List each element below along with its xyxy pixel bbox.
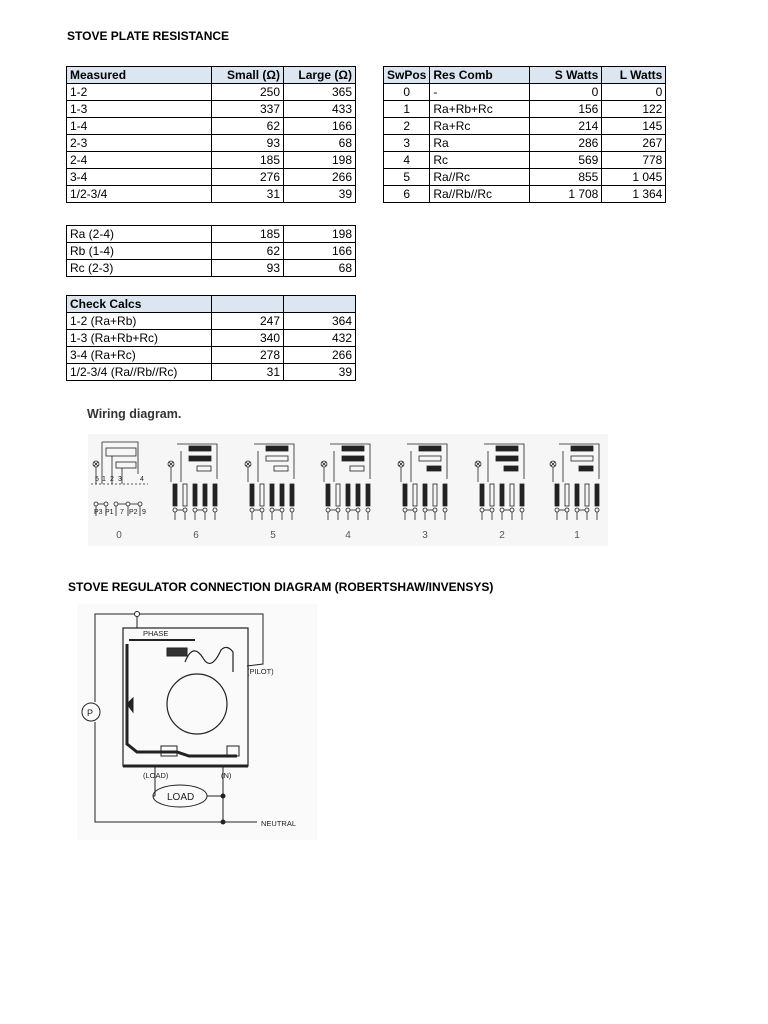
measured-label: 2-3	[67, 135, 212, 152]
large-value: 432	[284, 330, 356, 347]
res-comb-value: Ra	[430, 135, 530, 152]
switch-position-schematic	[475, 444, 524, 520]
switch-position-label: 0	[116, 530, 122, 541]
regulator-diagram-title: STOVE REGULATOR CONNECTION DIAGRAM (ROBERTSHAW/INVENSYS)	[68, 580, 494, 594]
l-watts-value: 122	[602, 101, 666, 118]
swpos-value: 0	[384, 84, 430, 101]
pilot-label: (PILOT)	[247, 667, 274, 676]
regulator-diagram-graphic	[77, 604, 317, 840]
large-value: 166	[284, 118, 356, 135]
small-value: 93	[212, 260, 284, 277]
table-row	[67, 330, 356, 347]
swpos-value: 1	[384, 101, 430, 118]
l-watts-value: 145	[602, 118, 666, 135]
large-value: 39	[284, 186, 356, 203]
large-value: 266	[284, 347, 356, 364]
check-label: 1-2 (Ra+Rb)	[67, 313, 212, 330]
small-value: 278	[212, 347, 284, 364]
small-value: 340	[212, 330, 284, 347]
s-watts-value: 855	[530, 169, 602, 186]
table-row	[67, 347, 356, 364]
terminal-top-label: 5	[95, 476, 99, 483]
large-value: 266	[284, 169, 356, 186]
switch-position-label: 4	[345, 530, 351, 541]
swpos-value: 6	[384, 186, 430, 203]
wiring-diagram-label: Wiring diagram.	[87, 407, 182, 421]
table-row	[384, 135, 666, 152]
table-row	[384, 169, 666, 186]
switch-position-schematic	[321, 444, 370, 520]
header-small: Small (Ω)	[212, 67, 284, 84]
table-row	[384, 186, 666, 203]
switch-position-label: 2	[499, 530, 505, 541]
table-row	[67, 260, 356, 277]
wiring-diagram-graphic	[88, 434, 608, 546]
table-row	[67, 84, 356, 101]
small-value: 185	[212, 152, 284, 169]
table-header-row	[67, 67, 356, 84]
switch-position-label: 5	[270, 530, 276, 541]
s-watts-value: 286	[530, 135, 602, 152]
res-comb-value: Rc	[430, 152, 530, 169]
measured-table	[66, 66, 356, 203]
resistor-table	[66, 225, 356, 277]
pilot-lamp-label: P	[87, 708, 94, 718]
measured-label: 3-4	[67, 169, 212, 186]
terminal-top-label: 2	[110, 476, 114, 483]
wiring-diagram	[88, 434, 608, 546]
header-s-watts: S Watts	[530, 67, 602, 84]
s-watts-value: 569	[530, 152, 602, 169]
switch-table	[383, 66, 666, 203]
small-value: 31	[212, 186, 284, 203]
terminal-bottom-label: 9	[142, 509, 146, 516]
resistor-label: Rc (2-3)	[67, 260, 212, 277]
small-value: 185	[212, 226, 284, 243]
switch-position-label: 6	[193, 530, 199, 541]
l-watts-value: 1 045	[602, 169, 666, 186]
table-row	[67, 364, 356, 381]
check-label: 1-3 (Ra+Rb+Rc)	[67, 330, 212, 347]
table-row	[67, 243, 356, 260]
table-row	[67, 101, 356, 118]
n-terminal-label: (N)	[221, 771, 232, 780]
switch-position-schematic	[168, 444, 217, 520]
terminal-bottom-label: P3	[94, 509, 103, 516]
small-value: 31	[212, 364, 284, 381]
check-label: 3-4 (Ra+Rc)	[67, 347, 212, 364]
large-value: 166	[284, 243, 356, 260]
switch-position-schematic	[550, 444, 599, 520]
swpos-value: 5	[384, 169, 430, 186]
s-watts-value: 0	[530, 84, 602, 101]
large-value: 39	[284, 364, 356, 381]
header-swpos: SwPos	[384, 67, 430, 84]
resistor-label: Ra (2-4)	[67, 226, 212, 243]
neutral-label: NEUTRAL	[261, 819, 297, 828]
l-watts-value: 0	[602, 84, 666, 101]
switch-position-label: 1	[574, 530, 580, 541]
switch-position-schematic	[398, 444, 447, 520]
load-terminal-label: (LOAD)	[143, 771, 169, 780]
measured-label: 1-2	[67, 84, 212, 101]
page-title: STOVE PLATE RESISTANCE	[67, 29, 230, 43]
small-value: 93	[212, 135, 284, 152]
res-comb-value: -	[430, 84, 530, 101]
measured-label: 1-4	[67, 118, 212, 135]
table-row	[67, 135, 356, 152]
check-label: 1/2-3/4 (Ra//Rb//Rc)	[67, 364, 212, 381]
header-measured: Measured	[67, 67, 212, 84]
l-watts-value: 1 364	[602, 186, 666, 203]
terminal-top-label: 3	[118, 476, 122, 483]
large-value: 68	[284, 135, 356, 152]
table-header-row	[384, 67, 666, 84]
res-comb-value: Ra//Rc	[430, 169, 530, 186]
resistor-label: Rb (1-4)	[67, 243, 212, 260]
large-value: 433	[284, 101, 356, 118]
table-row	[384, 118, 666, 135]
table-row	[67, 152, 356, 169]
regulator-dial	[167, 674, 227, 734]
s-watts-value: 1 708	[530, 186, 602, 203]
check-calcs-table	[66, 295, 356, 381]
header-check-calcs: Check Calcs	[67, 296, 212, 313]
large-value: 364	[284, 313, 356, 330]
table-row	[384, 84, 666, 101]
table-row	[67, 186, 356, 203]
s-watts-value: 156	[530, 101, 602, 118]
phase-label: PHASE	[143, 629, 169, 638]
header-empty	[284, 296, 356, 313]
measured-label: 1/2-3/4	[67, 186, 212, 203]
table-header-row	[67, 296, 356, 313]
switch-position-schematic	[245, 444, 294, 520]
terminal-top-label: 1	[102, 476, 106, 483]
table-row	[67, 118, 356, 135]
large-value: 68	[284, 260, 356, 277]
table-row	[384, 152, 666, 169]
small-value: 337	[212, 101, 284, 118]
swpos-value: 2	[384, 118, 430, 135]
small-value: 250	[212, 84, 284, 101]
res-comb-value: Ra+Rb+Rc	[430, 101, 530, 118]
regulator-diagram	[77, 604, 317, 840]
l-watts-value: 778	[602, 152, 666, 169]
header-large: Large (Ω)	[284, 67, 356, 84]
l-watts-value: 267	[602, 135, 666, 152]
table-row	[384, 101, 666, 118]
header-l-watts: L Watts	[602, 67, 666, 84]
small-value: 276	[212, 169, 284, 186]
small-value: 62	[212, 243, 284, 260]
terminal-bottom-label: 7	[120, 509, 124, 516]
terminal-bottom-label: P1	[105, 509, 114, 516]
small-value: 247	[212, 313, 284, 330]
res-comb-value: Ra+Rc	[430, 118, 530, 135]
small-value: 62	[212, 118, 284, 135]
large-value: 198	[284, 152, 356, 169]
large-value: 198	[284, 226, 356, 243]
pilot-wire	[95, 614, 263, 702]
large-value: 365	[284, 84, 356, 101]
table-row	[67, 226, 356, 243]
table-row	[67, 313, 356, 330]
measured-label: 2-4	[67, 152, 212, 169]
switch-position-label: 3	[422, 530, 428, 541]
load-label: LOAD	[167, 792, 195, 803]
header-empty	[212, 296, 284, 313]
swpos-value: 4	[384, 152, 430, 169]
res-comb-value: Ra//Rb//Rc	[430, 186, 530, 203]
terminal-bottom-label: P2	[129, 509, 138, 516]
header-res-comb: Res Comb	[430, 67, 530, 84]
s-watts-value: 214	[530, 118, 602, 135]
measured-label: 1-3	[67, 101, 212, 118]
table-row	[67, 169, 356, 186]
terminal-top-label: 4	[140, 476, 144, 483]
swpos-value: 3	[384, 135, 430, 152]
